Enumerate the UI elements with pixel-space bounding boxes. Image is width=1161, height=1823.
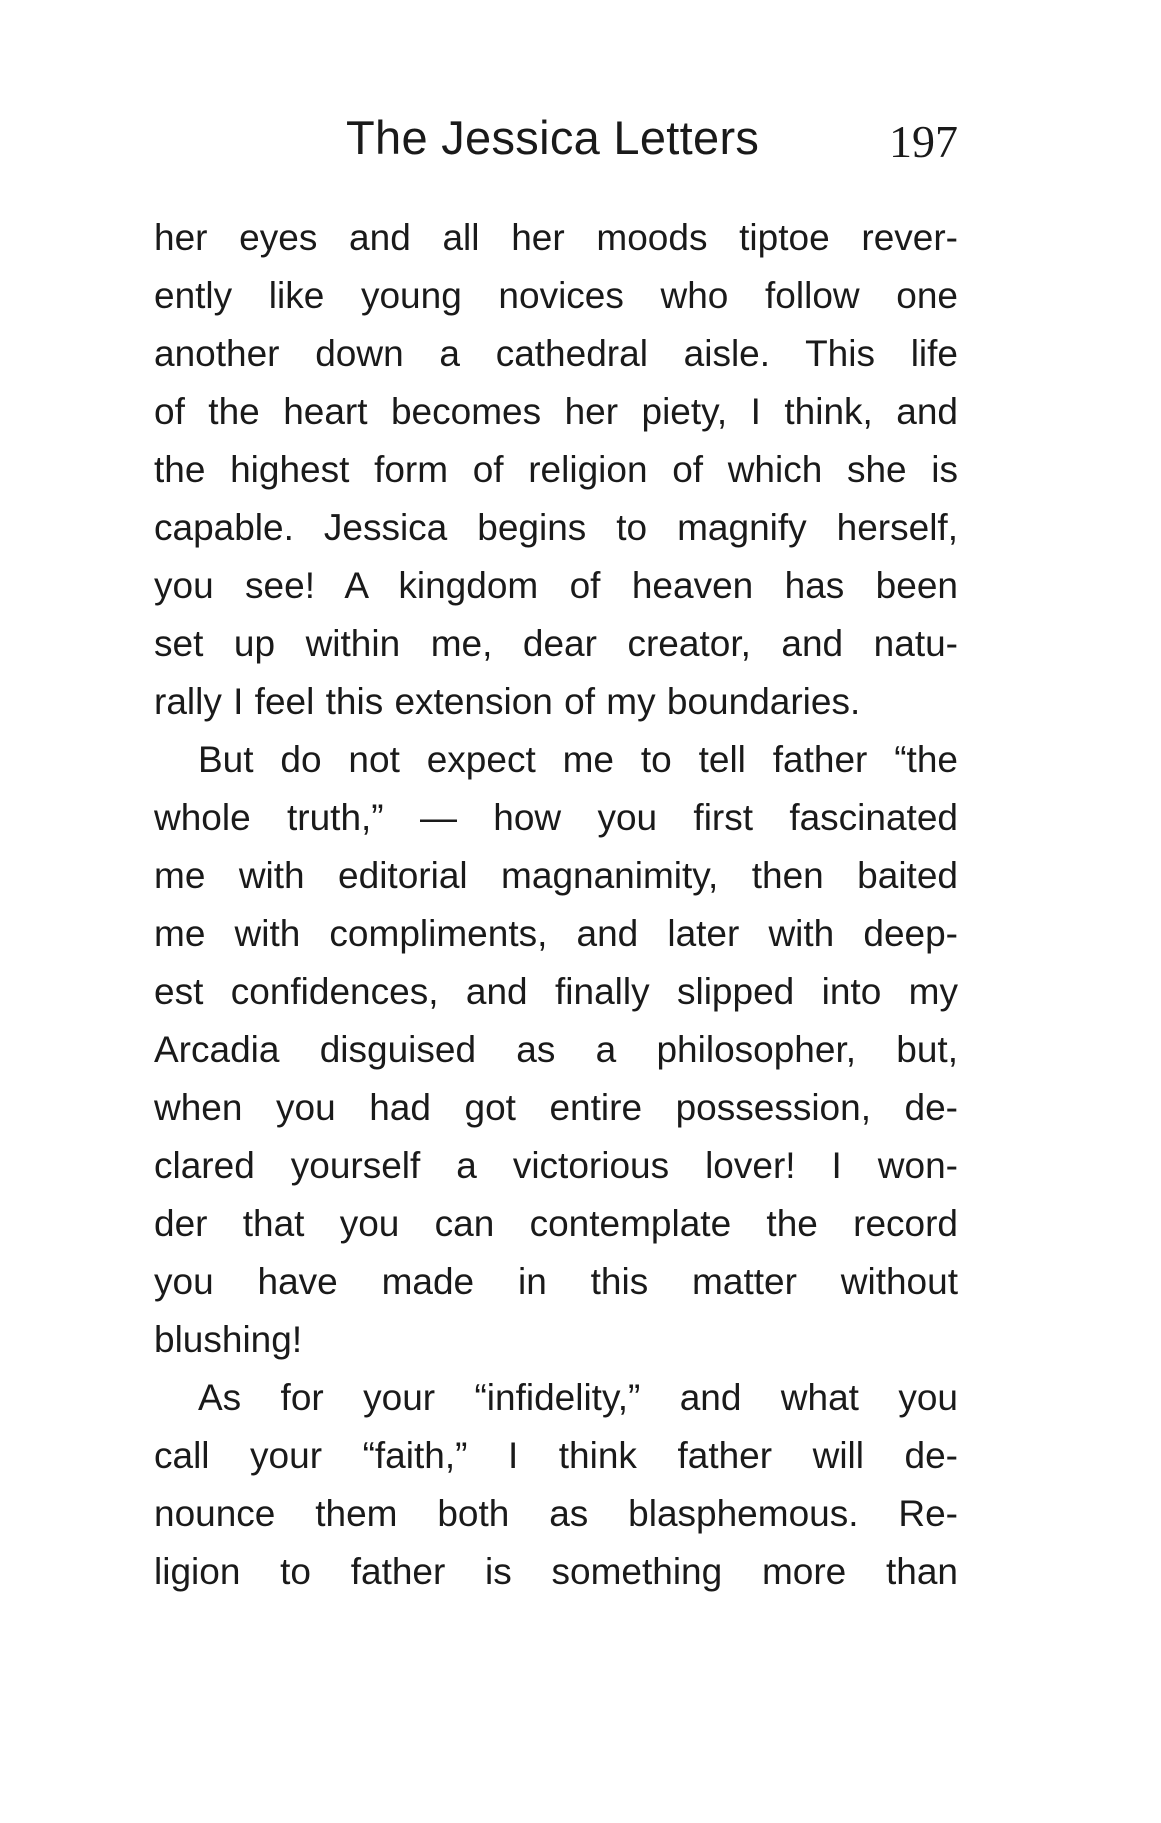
text-line: rally I feel this extension of my boundaries. [154, 681, 861, 722]
text-line: capable. Jessica begins to magnify herself, [154, 507, 958, 548]
text-line: another down a cathedral aisle. This life [154, 333, 958, 374]
text-line: whole truth,” — how you first fascinated [154, 797, 958, 838]
text-line: me with compliments, and later with deep- [154, 913, 958, 954]
text-line: set up within me, dear creator, and natu- [154, 623, 958, 664]
paragraph-first-line: As for your “infidelity,” and what you [198, 1377, 958, 1418]
text-line: Arcadia disguised as a philosopher, but, [154, 1029, 958, 1070]
text-line: blushing! [154, 1319, 303, 1360]
body-text [154, 209, 958, 1601]
text-line: est confidences, and finally slipped into my [154, 971, 958, 1012]
text-line: the highest form of religion of which she is [154, 449, 958, 490]
text-line: ligion to father is something more than [154, 1551, 958, 1592]
paragraph-first-line: But do not expect me to tell father “the [198, 739, 958, 780]
text-line: nounce them both as blasphemous. Re- [154, 1493, 958, 1534]
page-number: 197 [889, 116, 958, 167]
text-line: me with editorial magnanimity, then baited [154, 855, 958, 896]
text-line: you have made in this matter without [154, 1261, 958, 1302]
text-line: clared yourself a victorious lover! I won- [154, 1145, 958, 1186]
text-line: when you had got entire possession, de- [154, 1087, 958, 1128]
running-head [154, 108, 958, 168]
text-line: der that you can contemplate the record [154, 1203, 958, 1244]
text-line: of the heart becomes her piety, I think, and [154, 391, 958, 432]
running-title: The Jessica Letters [346, 111, 760, 164]
text-line: ently like young novices who follow one [154, 275, 958, 316]
text-line: you see! A kingdom of heaven has been [154, 565, 958, 606]
text-line: call your “faith,” I think father will de- [154, 1435, 958, 1476]
text-line: her eyes and all her moods tiptoe rever- [154, 217, 958, 258]
